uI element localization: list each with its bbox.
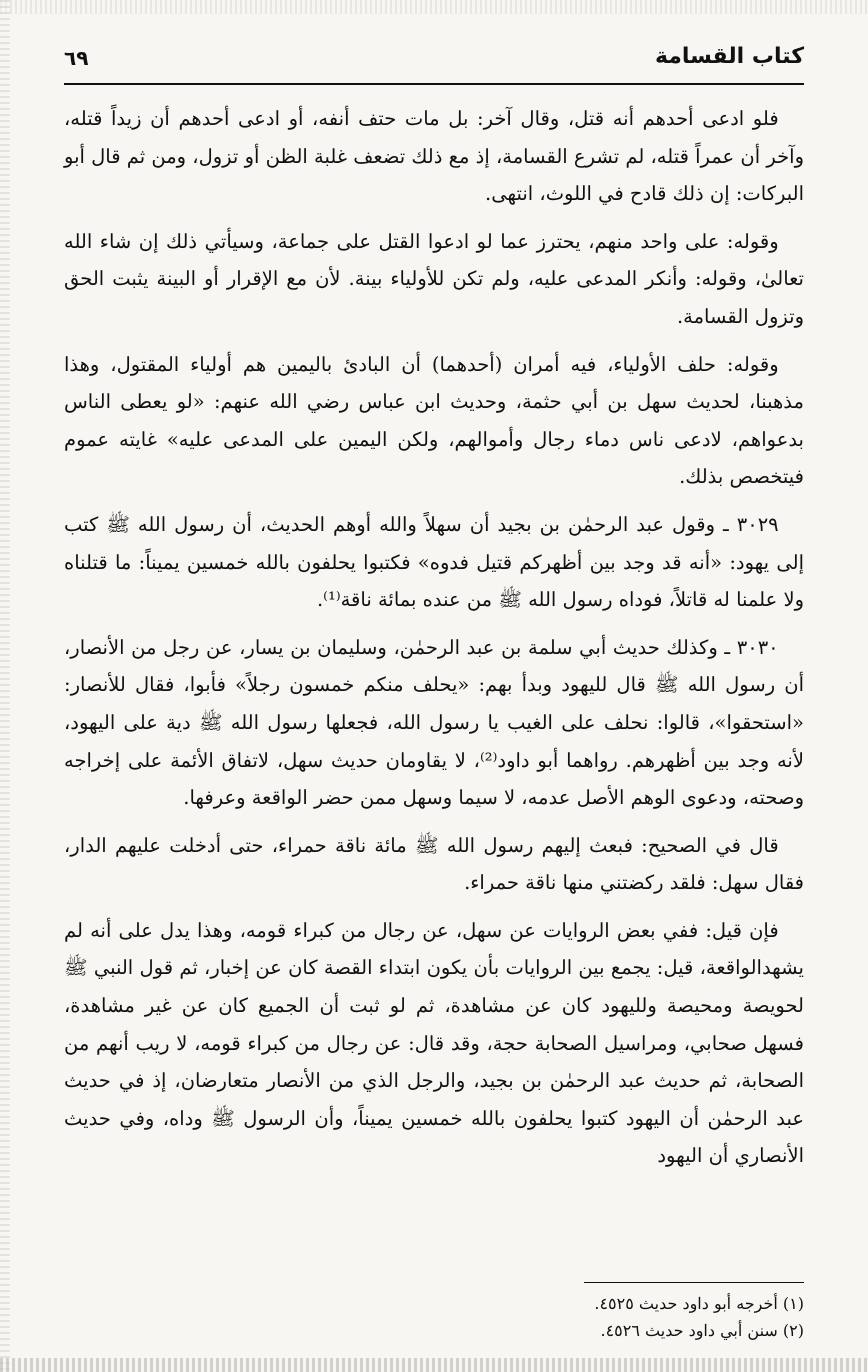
main-text (64, 100, 804, 1175)
paragraph: وقوله: على واحد منهم، يحترز عما لو ادعوا القتل على جماعة، وسيأتي ذلك إن شاء الله تعالىٰ، وقوله: وأنكر المدعى عليه، ولم تكن للأولياء بينة. لأن مع الإقرار أو البينة يثبت الحق وتزول القسامة. (64, 229, 804, 328)
footnote: (٢) سنن أبي داود حديث ٤٥٢٦. (600, 1321, 804, 1340)
paragraph: قال في الصحيح: فبعث إليهم رسول الله ﷺ مائة ناقة حمراء، حتى أدخلت عليهم الدار، فقال سهل: فلقد ركضتني منها ناقة حمراء. (64, 833, 804, 895)
paragraph: ٣٠٢٩ ـ وقول عبد الرحمٰن بن بجيد أن سهلاً والله أوهم الحديث، أن رسول الله ﷺ كتب إلى يهود: «أنه قد وجد بين أظهركم قتيل فدوه» فكتبوا يحلفون بالله خمسين يميناً: ما قتلناه ولا علمنا له قاتلاً، فوداه رسول الله ﷺ من عنده بمائة ناقة⁽¹⁾. (64, 512, 804, 612)
paragraph: ٣٠٣٠ ـ وكذلك حديث أبي سلمة بن عبد الرحمٰن، وسليمان بن يسار، عن رجل من الأنصار، أن رسول الله ﷺ قال لليهود وبدأ بهم: «يحلف منكم خمسون رجلاً» فأبوا، فقال للأنصار: «استحقوا»، قالوا: نحلف على الغيب يا رسول الله، فجعلها رسول الله ﷺ دية على اليهود، لأنه وجد بين أظهرهم. رواهما أبو داود⁽²⁾، لا يقاومان حديث سهل، لاتفاق الأئمة على إخراجه وصحته، ودعوى الوهم الأصل عدمه، لا سيما وسهل ممن حضر الواقعة وعرفها. (64, 635, 804, 810)
footnotes (300, 1290, 804, 1344)
paragraph: فلو ادعى أحدهم أنه قتل، وقال آخر: بل مات حتف أنفه، أو ادعى أحدهم أن زيداً قتله، وآخر أن عمراً قتله، لم تشرع القسامة، إذ مع ذلك تضعف غلبة الظن أو تزول، ومن ثم قال أبو البركات: إن ذلك قادح في اللوث، انتهى. (64, 107, 804, 206)
footnote: (١) أخرجه أبو داود حديث ٤٥٢٥. (594, 1294, 804, 1313)
footnote-separator (584, 1282, 804, 1283)
paragraph: وقوله: حلف الأولياء، فيه أمران (أحدهما) أن البادئ باليمين هم أولياء المقتول، وهذا مذهبنا، لحديث سهل بن أبي حثمة، وحديث ابن عباس رضي الله عنهم: «لو يعطى الناس بدعواهم، لادعى ناس دماء رجال وأموالهم، ولكن اليمين على المدعى عليه» غايته عموم فيتخصص بذلك. (64, 352, 804, 489)
page-header (64, 40, 804, 80)
paragraph: فإن قيل: ففي بعض الروايات عن سهل، عن رجال من كبراء قومه، وهذا يدل على أنه لم يشهدالواقعة، قيل: يجمع بين الروايات بأن يكون ابتداء القصة كان عن إخبار، ثم قول النبي ﷺ لحويصة ومحيصة ولليهود كان عن مشاهدة، ثم لو ثبت أن الجميع كان عن غير مشاهدة، فسهل صحابي، ومراسيل الصحابة حجة، وقد قال: عن رجال من كبراء قومه، لا ريب أنهم من الصحابة، ثم حديث عبد الرحمٰن بن بجيد، والرجل الذي من الأنصار متعارضان، إذ في حديث عبد الرحمٰن أن اليهود كتبوا يحلفون بالله خمسين يميناً، وأن الرسول ﷺ وداه، وفي حديث الأنصاري أن اليهود (64, 918, 804, 1168)
page-number: ٦٩ (64, 46, 89, 70)
header-rule (64, 83, 804, 85)
scan-noise-left (0, 0, 10, 1372)
scan-noise-top (0, 0, 868, 14)
scan-noise-bottom (0, 1358, 868, 1372)
chapter-title: كتاب القسامة (654, 44, 804, 69)
